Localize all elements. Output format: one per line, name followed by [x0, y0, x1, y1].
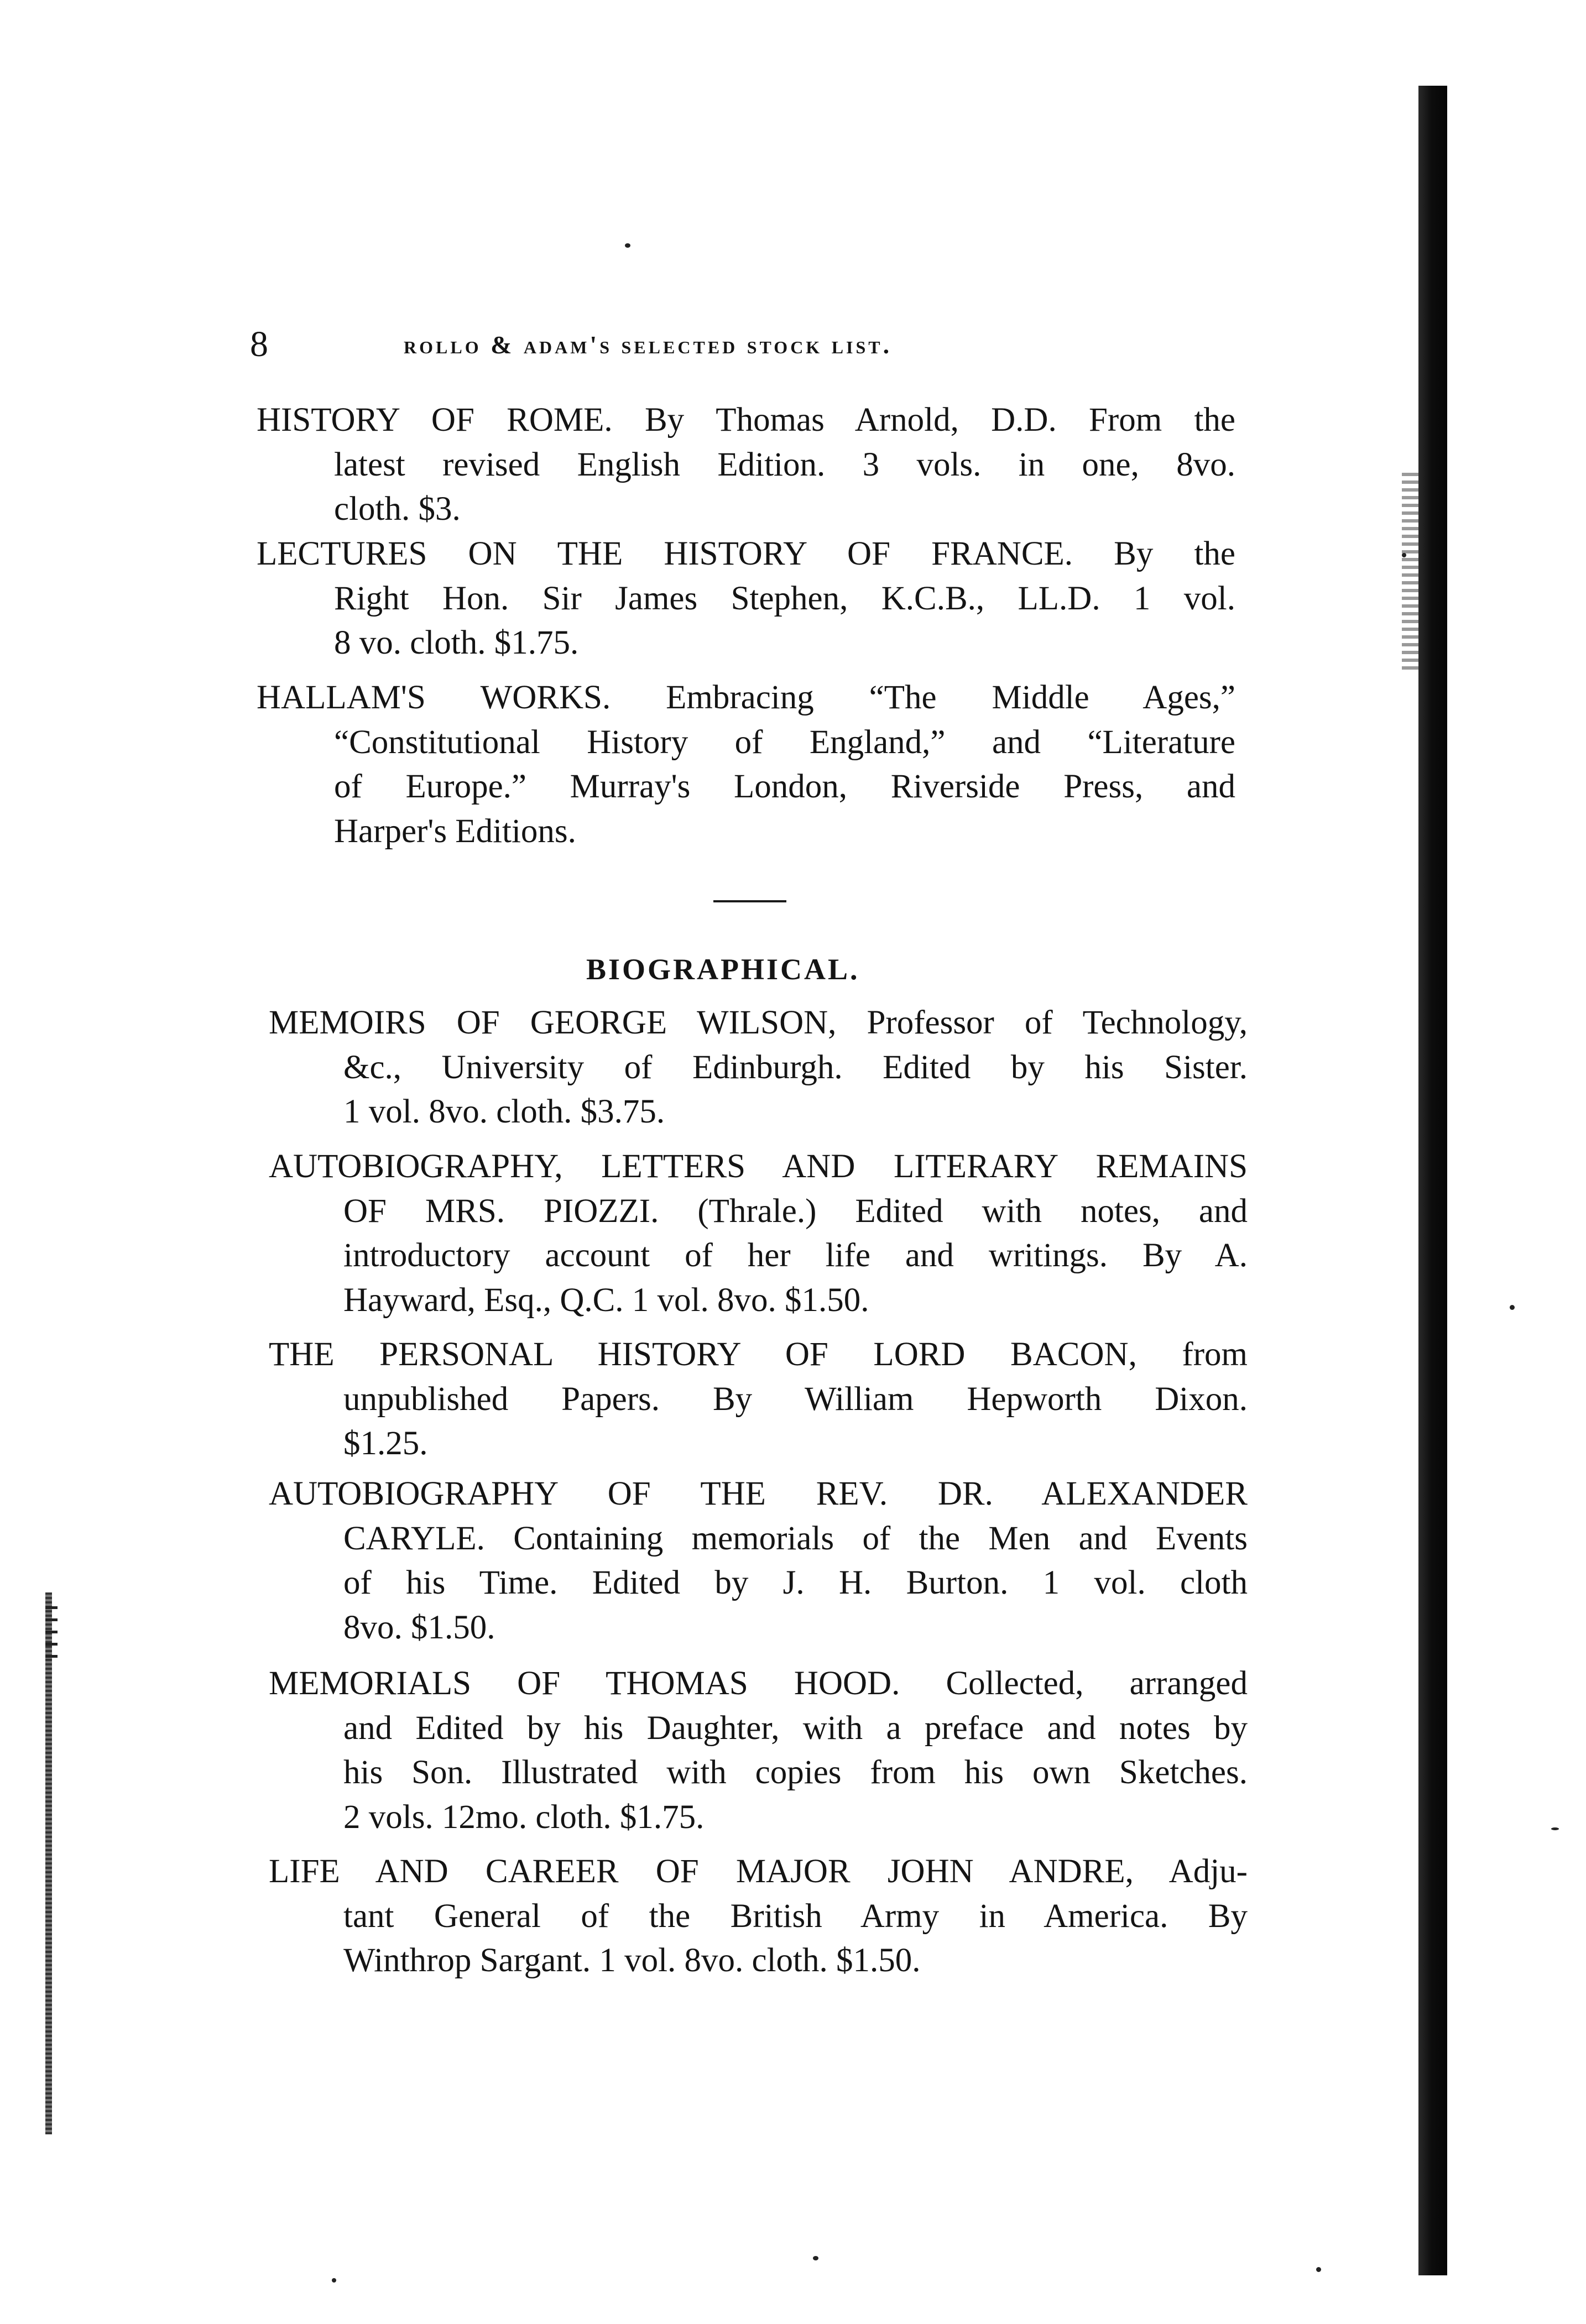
scan-speck	[625, 243, 630, 248]
entry-line: &c., University of Edinburgh. Edited by his Sister.	[343, 1048, 1248, 1086]
entry-line: his Son. Illustrated with copies from his own Sketches.	[343, 1754, 1248, 1791]
scan-speck	[1551, 1827, 1559, 1830]
catalog-entry-history-of-rome	[257, 398, 1235, 532]
page-number: 8	[250, 324, 268, 364]
entry-line: Right Hon. Sir James Stephen, K.C.B., LL.D. 1 vol.	[334, 579, 1235, 617]
scan-speck	[1402, 553, 1406, 557]
section-title: BIOGRAPHICAL.	[586, 953, 860, 986]
catalog-entry-personal-history-lord-bacon	[269, 1333, 1248, 1466]
entry-line: $1.25.	[343, 1425, 428, 1462]
entry-line: of Europe.” Murray's London, Riverside Press, and	[334, 768, 1235, 805]
scanned-gutter-mark	[45, 1592, 52, 2134]
running-head	[250, 325, 1444, 364]
catalog-entry-memorials-thomas-hood	[269, 1662, 1248, 1840]
entry-line: THE PERSONAL HISTORY OF LORD BACON, from	[269, 1336, 1248, 1373]
entry-line: cloth. $3.	[334, 490, 461, 528]
scan-speck	[332, 2278, 336, 2283]
catalog-entry-life-major-john-andre	[269, 1850, 1248, 1983]
entry-line: AUTOBIOGRAPHY OF THE REV. DR. ALEXANDER	[269, 1475, 1248, 1512]
entry-line: introductory account of her life and writings. By A.	[343, 1237, 1248, 1274]
scanned-gutter-ticks	[45, 1606, 58, 1667]
entry-line: 8 vo. cloth. $1.75.	[334, 624, 579, 661]
section-divider	[713, 900, 786, 902]
catalog-entry-lectures-history-of-france	[257, 532, 1235, 666]
entry-line: tant General of the British Army in America. By	[343, 1897, 1248, 1935]
entry-line: OF MRS. PIOZZI. (Thrale.) Edited with notes, and	[343, 1192, 1248, 1230]
entry-line: “Constitutional History of England,” and “Literature	[334, 723, 1235, 761]
entry-line: Harper's Editions.	[334, 812, 576, 850]
entry-line: AUTOBIOGRAPHY, LETTERS AND LITERARY REMAINS	[269, 1148, 1248, 1185]
entry-line: Winthrop Sargant. 1 vol. 8vo. cloth. $1.50.	[343, 1942, 921, 1979]
entry-line: MEMORIALS OF THOMAS HOOD. Collected, arranged	[269, 1665, 1248, 1702]
entry-line: CARYLE. Containing memorials of the Men and Events	[343, 1519, 1248, 1557]
entry-line: LIFE AND CAREER OF MAJOR JOHN ANDRE, Adju-	[269, 1853, 1248, 1890]
scan-speck	[1510, 1305, 1515, 1310]
scanned-page-edge	[1418, 86, 1447, 2275]
catalog-entry-memoirs-george-wilson	[269, 1001, 1248, 1135]
entry-line: of his Time. Edited by J. H. Burton. 1 vol. cloth	[343, 1564, 1248, 1601]
entry-line: and Edited by his Daughter, with a preface and notes by	[343, 1709, 1248, 1747]
catalog-entry-hallams-works	[257, 676, 1235, 854]
entry-line: latest revised English Edition. 3 vols. in one, 8vo.	[334, 446, 1235, 483]
entry-line: HISTORY OF ROME. By Thomas Arnold, D.D. From the	[257, 401, 1235, 438]
scan-speck	[813, 2256, 818, 2260]
entry-line: MEMOIRS OF GEORGE WILSON, Professor of Technology,	[269, 1004, 1248, 1041]
catalog-entry-autobiography-mrs-piozzi	[269, 1145, 1248, 1323]
entry-line: 1 vol. 8vo. cloth. $3.75.	[343, 1093, 665, 1130]
entry-line: 8vo. $1.50.	[343, 1608, 495, 1646]
entry-line: Hayward, Esq., Q.C. 1 vol. 8vo. $1.50.	[343, 1281, 869, 1319]
entry-line: 2 vols. 12mo. cloth. $1.75.	[343, 1798, 705, 1836]
entry-line: LECTURES ON THE HISTORY OF FRANCE. By the	[257, 535, 1235, 572]
running-head-title: rollo & adam's selected stock list.	[404, 331, 893, 359]
catalog-entry-autobiography-alexander-caryle	[269, 1472, 1248, 1650]
scan-speck	[1316, 2267, 1321, 2272]
entry-line: unpublished Papers. By William Hepworth Dixon.	[343, 1380, 1248, 1418]
entry-line: HALLAM'S WORKS. Embracing “The Middle Ages,”	[257, 679, 1235, 716]
